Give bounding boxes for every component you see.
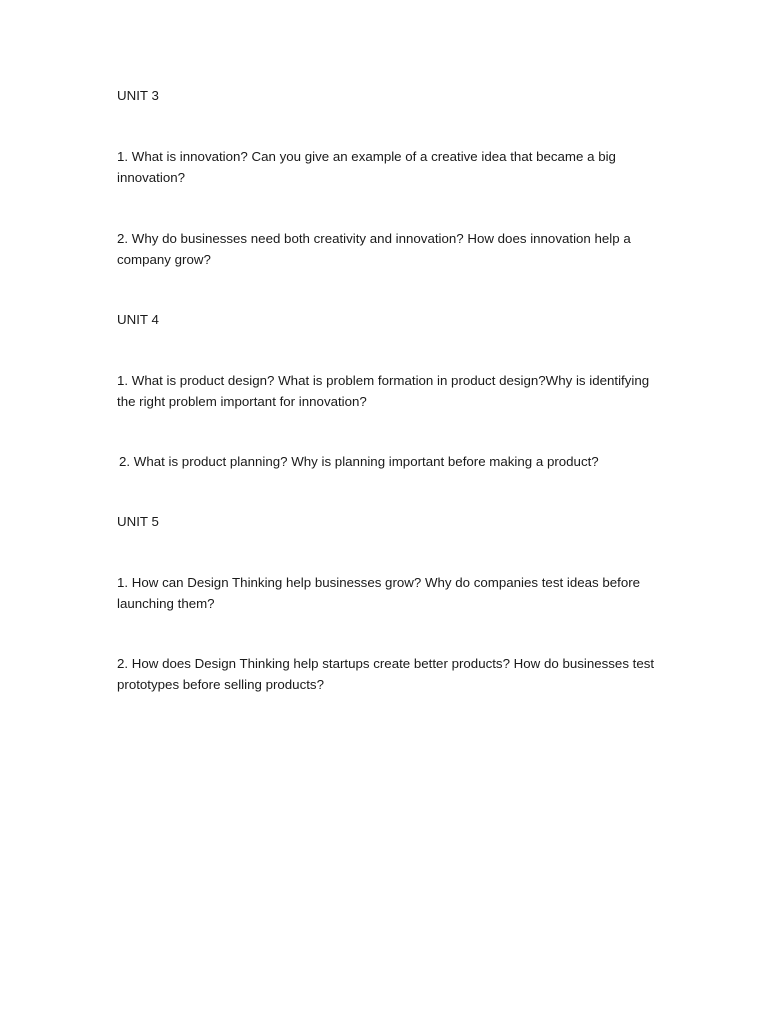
unit-3-question-2: 2. Why do businesses need both creativity and innovation? How does innovation help a company grow? bbox=[117, 231, 631, 267]
unit-4-question-1: 1. What is product design? What is problem formation in product design?Why is identifying the right problem important for innovation? bbox=[117, 373, 650, 409]
unit-3-heading: UNIT 3 bbox=[117, 88, 159, 103]
unit-5-question-2: 2. How does Design Thinking help startups create better products? How do businesses test prototypes before selling products? bbox=[117, 656, 655, 692]
unit-4-question-2: 2. What is product planning? Why is planning important before making a product? bbox=[119, 454, 599, 469]
unit-5-heading: UNIT 5 bbox=[117, 514, 159, 529]
unit-4-heading: UNIT 4 bbox=[117, 312, 159, 327]
unit-3-question-1: 1. What is innovation? Can you give an example of a creative idea that became a big innovation? bbox=[117, 149, 616, 185]
unit-5-question-1: 1. How can Design Thinking help businesses grow? Why do companies test ideas before launching them? bbox=[117, 575, 641, 611]
